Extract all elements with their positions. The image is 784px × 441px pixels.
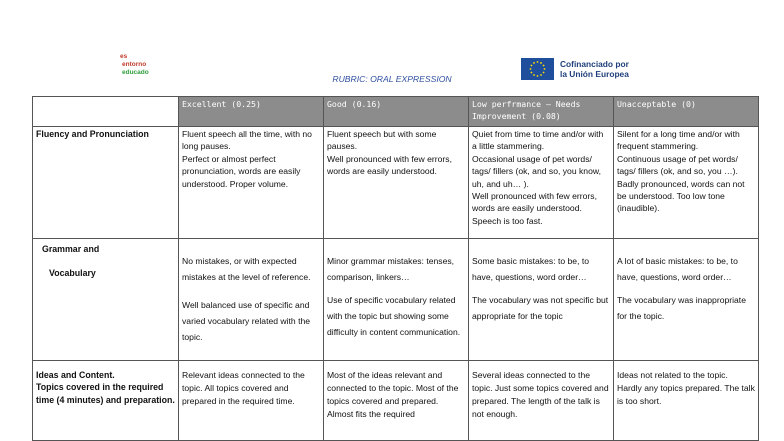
criterion-cell — [33, 239, 179, 361]
level-cell — [179, 127, 324, 239]
header-cell-unacceptable: Unacceptable (0) — [614, 97, 759, 127]
cell-text: Ideas not related to the topic. Hardly any topics prepared. The talk is too short. — [617, 370, 755, 406]
cell-text: Silent for a long time and/or with frequent stammering. — [617, 129, 740, 152]
criterion-text: Grammar and — [42, 244, 100, 254]
cell-text: Speech is too fast. — [472, 215, 543, 226]
level-cell — [469, 127, 614, 239]
logo-line-1: es — [120, 53, 128, 60]
eu-star-icon — [543, 65, 545, 67]
cell-text: Well pronounced with few errors, words are easily understood. — [327, 153, 452, 177]
eu-star-icon — [531, 65, 533, 67]
header-cell-good: Good (0.16) — [324, 97, 469, 127]
cell-text: A lot of basic mistakes: to be, to have, questions, word order… — [617, 256, 738, 282]
page-title: RUBRIC: ORAL EXPRESSION — [332, 74, 452, 84]
criterion-text: Fluency and Pronunciation — [36, 129, 149, 139]
criterion-cell — [33, 361, 179, 441]
level-cell — [324, 239, 469, 361]
level-cell — [324, 127, 469, 239]
level-cell — [179, 361, 324, 441]
criterion-text: Vocabulary — [49, 268, 96, 279]
level-cell — [179, 239, 324, 361]
cell-text: Well pronounced with few errors, words are easily understood. — [472, 191, 597, 214]
table-row — [33, 239, 759, 361]
level-cell — [614, 361, 759, 441]
cell-text: Some basic mistakes: to be, to have, questions, word order… — [472, 256, 590, 282]
eu-text-line-2: la Unión Europea — [560, 69, 629, 79]
cell-text: Fluent speech all the time, with no long pauses. — [182, 129, 312, 152]
header-row — [33, 97, 759, 127]
cell-text: No mistakes, or with expected mistakes at the level of reference. — [182, 256, 311, 282]
level-cell — [469, 361, 614, 441]
eu-star-icon — [544, 68, 546, 70]
cell-text: Several ideas connected to the topic. Just some topics covered and prepared. The length of the talk is not enough. — [472, 370, 609, 419]
cell-text: Badly pronounced, words can not be understood. Too low tone (inaudible). — [617, 178, 745, 214]
level-cell — [469, 239, 614, 361]
eu-text-line-1: Cofinanciado por — [560, 59, 629, 69]
eu-star-icon — [540, 62, 542, 64]
rubric-table — [32, 96, 759, 441]
criterion-cell — [33, 127, 179, 239]
table-row — [33, 361, 759, 441]
cell-text: Minor grammar mistakes: tenses, comparison, linkers… — [327, 256, 455, 282]
criterion-text: Topics covered in the required time (4 minutes) and preparation. — [36, 382, 175, 405]
eu-star-icon — [537, 61, 539, 63]
header-cell-blank — [33, 97, 179, 127]
cell-text: The vocabulary was not specific but appropriate for the topic — [472, 295, 609, 321]
cell-text: Continuous usage of pet words/ tags/ fillers (ok, and so, you …). — [617, 153, 738, 177]
logo-line-2: entorno — [122, 61, 147, 68]
level-cell — [614, 239, 759, 361]
header-cell-low-performance: Low perfrmance – Needs Improvement (0.08) — [469, 97, 614, 127]
cell-text: The vocabulary was inappropriate for the topic. — [617, 295, 746, 321]
cell-text: Relevant ideas connected to the topic. All topics covered and prepared in the required time. — [182, 370, 305, 406]
level-cell — [614, 127, 759, 239]
eu-star-icon — [530, 68, 532, 70]
cell-text: Perfect or almost perfect pronunciation, words are easily understood. Proper volume. — [182, 153, 301, 189]
cell-text: Quiet from time to time and/or with a little stammering. — [472, 129, 604, 152]
eu-star-icon — [533, 62, 535, 64]
cell-text: Fluent speech but with some pauses. — [327, 129, 437, 152]
cell-text: Well balanced use of specific and varied vocabulary related with the topic. — [182, 300, 311, 342]
table-row — [33, 127, 759, 239]
cell-text: Occasional usage of pet words/ tags/ fillers (ok, and so, you know, uh, and uh… ). — [472, 153, 601, 189]
logo-line-3: educado — [122, 69, 149, 76]
cell-text: Most of the ideas relevant and connected to the topic. Most of the topics covered and prepared. Almost fits the required — [327, 370, 459, 419]
criterion-text: Ideas and Content. — [36, 370, 115, 380]
level-cell — [324, 361, 469, 441]
cell-text: Use of specific vocabulary related with the topic but showing some difficulty in content communication. — [327, 295, 461, 337]
header-cell-excellent: Excellent (0.25) — [179, 97, 324, 127]
